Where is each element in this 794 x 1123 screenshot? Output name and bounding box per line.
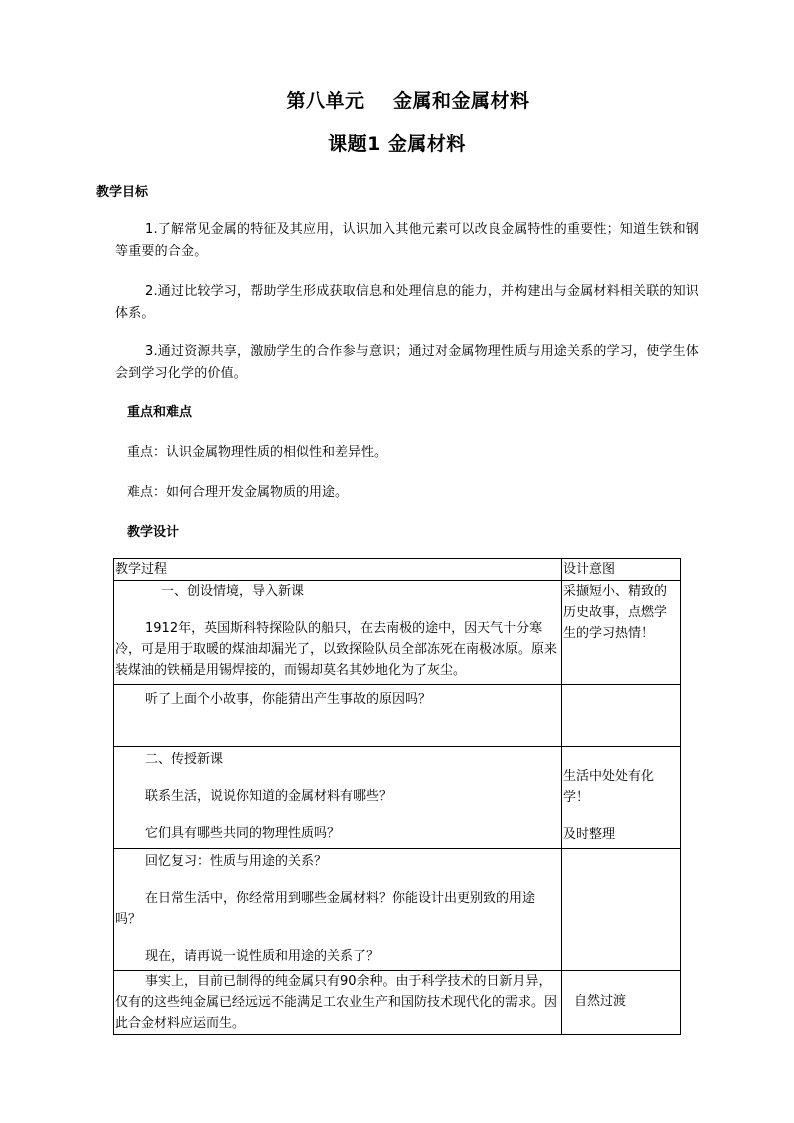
objective-3: 3.通过资源共享，激励学生的合作参与意识；通过对金属物理性质与用途关系的学习，使学生体会到学习化学的价值。 xyxy=(115,344,700,381)
question-text: 它们具有哪些共同的物理性质吗？ xyxy=(145,826,341,841)
key-point: 重点：认识金属物理性质的相似性和差异性。 xyxy=(127,445,388,460)
question-text: 听了上面个小故事，你能猜出产生事故的原因吗？ xyxy=(145,692,432,707)
objective-1: 1.了解常见金属的特征及其应用，认识加入其他元素可以改良金属特性的重要性；知道生铁和钢等重要的合金。 xyxy=(115,222,700,259)
intent-cell xyxy=(561,685,680,747)
section-heading: 一、创设情境，导入新课 xyxy=(161,584,305,599)
question-text: 在日常生活中，你经常用到哪些金属材料？你能设计出更别致的用途吗？ xyxy=(115,891,536,927)
design-heading: 教学设计 xyxy=(127,525,180,540)
key-heading: 重点和难点 xyxy=(127,405,193,420)
objective-2: 2.通过比较学习，帮助学生形成获取信息和处理信息的能力，并构建出与金属材料相关联的知识体系。 xyxy=(115,284,700,321)
process-cell xyxy=(114,685,562,747)
intent-text: 及时整理 xyxy=(562,827,615,842)
header-process: 教学过程 xyxy=(114,559,562,581)
intent-cell xyxy=(561,747,680,849)
objectives-heading: 教学目标 xyxy=(96,185,149,200)
process-cell xyxy=(114,971,562,1035)
process-cell xyxy=(114,849,562,971)
intent-cell xyxy=(561,849,680,971)
header-intent: 设计意图 xyxy=(561,559,680,581)
intent-text: 自然过渡 xyxy=(573,994,626,1009)
process-cell xyxy=(114,581,562,685)
intent-text: 采撷短小、精致的历史故事，点燃学生的学习热情！ xyxy=(562,584,667,641)
lesson-design-table xyxy=(113,558,681,1035)
process-cell xyxy=(114,747,562,849)
table-row xyxy=(114,747,681,849)
question-text: 现在，请再说一说性质和用途的关系了？ xyxy=(145,949,380,964)
intent-cell xyxy=(561,581,680,685)
lesson-title: 课题1 金属材料 xyxy=(328,133,466,155)
intent-cell xyxy=(561,971,680,1035)
table-row xyxy=(114,849,681,971)
paragraph-text: 事实上，目前已制得的纯金属只有90余种。由于科学技术的日新月异，仅有的这些纯金属已经远远不能满足工农业生产和国防技术现代化的需求。因此合金材料应运而生。 xyxy=(115,974,558,1031)
table-row xyxy=(114,971,681,1035)
story-text: 1912年，英国斯科特探险队的船只，在去南极的途中，因天气十分寒冷，可是用于取暖的煤油却漏光了，以致探险队员全部冻死在南极冰原。原来装煤油的铁桶是用锡焊接的，而锡却莫名其妙地化为了灰尘。 xyxy=(115,621,558,678)
table-row xyxy=(114,581,681,685)
unit-title: 第八单元 金属和金属材料 xyxy=(286,90,530,112)
section-heading: 二、传授新课 xyxy=(145,752,224,767)
question-text: 联系生活，说说你知道的金属材料有哪些？ xyxy=(145,789,393,804)
table-row xyxy=(114,685,681,747)
question-text: 回忆复习：性质与用途的关系？ xyxy=(145,854,328,869)
difficult-point: 难点：如何合理开发金属物质的用途。 xyxy=(127,485,349,500)
table-header-row xyxy=(114,559,681,581)
intent-text: 生活中处处有化学！ xyxy=(562,769,654,805)
